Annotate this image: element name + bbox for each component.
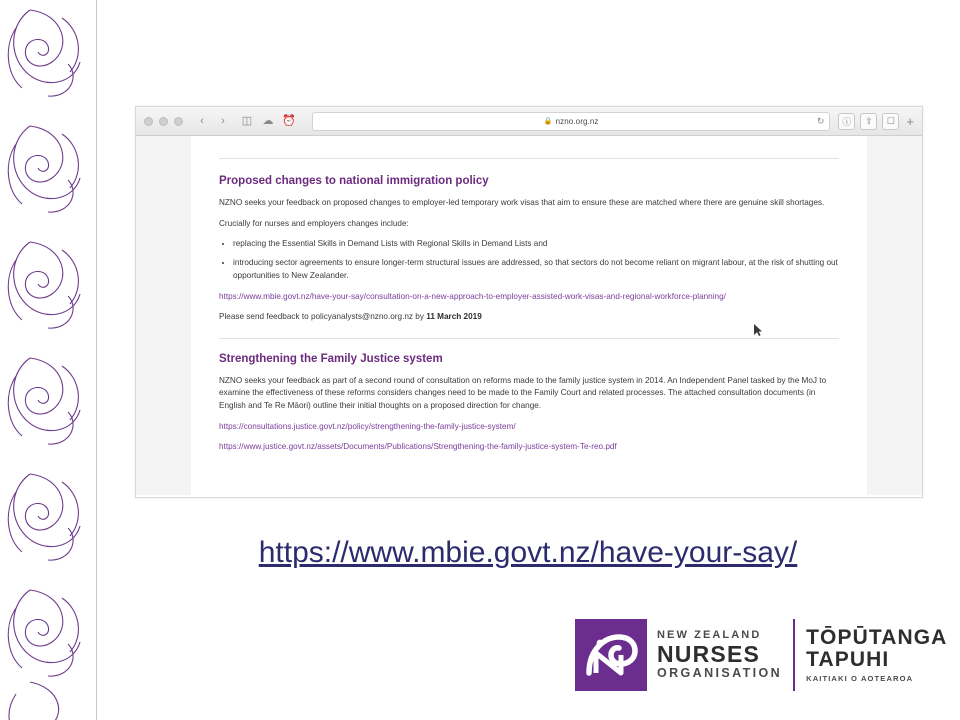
address-bar[interactable] (312, 112, 830, 131)
nzno-logo-wordmark (647, 619, 947, 691)
tabs-icon[interactable]: ☐ (882, 113, 899, 130)
address-bar-url: nzno.org.nz (555, 116, 599, 126)
section-title-family-justice: Strengthening the Family Justice system (219, 352, 443, 365)
web-page-viewport (136, 136, 922, 495)
close-window-icon[interactable] (144, 117, 153, 126)
new-tab-button[interactable]: + (906, 113, 914, 129)
back-icon[interactable]: ‹ (200, 114, 204, 127)
minimize-window-icon[interactable] (159, 117, 168, 126)
feedback-text: Please send feedback to policyanalysts@nzno.org.nz by (219, 311, 427, 321)
immigration-feedback-line (219, 311, 839, 324)
family-justice-tereo-pdf-link[interactable]: https://www.justice.govt.nz/assets/Documents/Publications/Strengthening-the-family-justice-system-Te-reo.pdf (219, 441, 617, 451)
nzno-logo-mark-icon (575, 619, 647, 691)
lock-icon: 🔒 (543, 118, 553, 125)
reload-icon[interactable]: ↻ (816, 115, 825, 126)
nzno-logo-maori (795, 619, 947, 691)
zoom-window-icon[interactable] (174, 117, 183, 126)
toolbar-extras[interactable] (238, 113, 298, 129)
logo-line-kaitiaki: KAITIAKI O AOTEAROA (806, 673, 914, 683)
nzno-koru-n-icon (575, 619, 647, 691)
section-title-immigration: Proposed changes to national immigration policy (219, 175, 489, 187)
koru-pattern-icon (0, 0, 96, 720)
logo-line-nurses: NURSES (657, 641, 761, 668)
immigration-bullet-list (219, 238, 839, 282)
cloud-icon[interactable]: ☁ (262, 114, 274, 127)
browser-screenshot (135, 106, 923, 498)
share-icon[interactable]: ⇧ (860, 113, 877, 130)
nzno-logo-english (657, 619, 795, 691)
mouse-cursor-icon (754, 324, 762, 336)
nzno-logo (575, 619, 947, 691)
list-item: • replacing the Essential Skills in Demand Lists with Regional Skills in Demand Lists and (233, 238, 839, 251)
feedback-deadline: 11 March 2019 (426, 311, 482, 321)
sidebar-icon[interactable]: ◫ (241, 114, 253, 127)
list-item: • introducing sector agreements to ensure longer-term structural issues are addressed, so that sectors do not become reliant on migrant labour, at the risk of shutting out opportunities to New Zealander. (233, 257, 839, 282)
logo-line-organisation: ORGANISATION (657, 666, 783, 681)
toolbar-right-buttons[interactable] (838, 113, 914, 130)
immigration-consultation-link[interactable]: https://www.mbie.govt.nz/have-your-say/consultation-on-a-new-approach-to-employer-assisted-work-visas-and-regional-workforce-planning/ (219, 291, 726, 301)
window-controls[interactable] (144, 117, 183, 126)
forward-icon[interactable]: › (221, 114, 225, 127)
browser-toolbar (136, 107, 922, 136)
content-divider-top (219, 158, 839, 159)
mbie-have-your-say-link[interactable]: https://www.mbie.govt.nz/have-your-say/ (258, 536, 798, 569)
web-page-content (191, 136, 867, 495)
section-lead-immigration: Crucially for nurses and employers changes include: (219, 218, 409, 228)
logo-line-toputanga: TŌPŪTANGA (806, 625, 948, 649)
decorative-koru-border (0, 0, 97, 720)
logo-line-new-zealand: NEW ZEALAND (657, 629, 762, 642)
main-link-container (96, 536, 960, 570)
content-divider-middle (219, 338, 839, 339)
logo-line-tapuhi: TAPUHI (806, 647, 890, 671)
navigation-buttons[interactable] (193, 113, 232, 129)
clock-icon[interactable]: ⏰ (282, 114, 296, 127)
family-justice-consultation-link[interactable]: https://consultations.justice.govt.nz/policy/strengthening-the-family-justice-system/ (219, 421, 516, 431)
section-intro-family-justice: NZNO seeks your feedback as part of a second round of consultation on reforms made to the family justice system in 2014. An Independent Panel tasked by the MoJ to examine the effectiveness of these reforms considers changes need to be made to the Family Court and related processes. The attached consultation documents (in English and Te Re Māori) outline their initial thoughts on a proposed direction for change. (219, 375, 827, 410)
section-intro-immigration: NZNO seeks your feedback on proposed changes to employer-led temporary work visas that aim to ensure these are matched where there are genuine skill shortages. (219, 198, 825, 207)
info-icon[interactable]: ⓘ (838, 113, 855, 130)
